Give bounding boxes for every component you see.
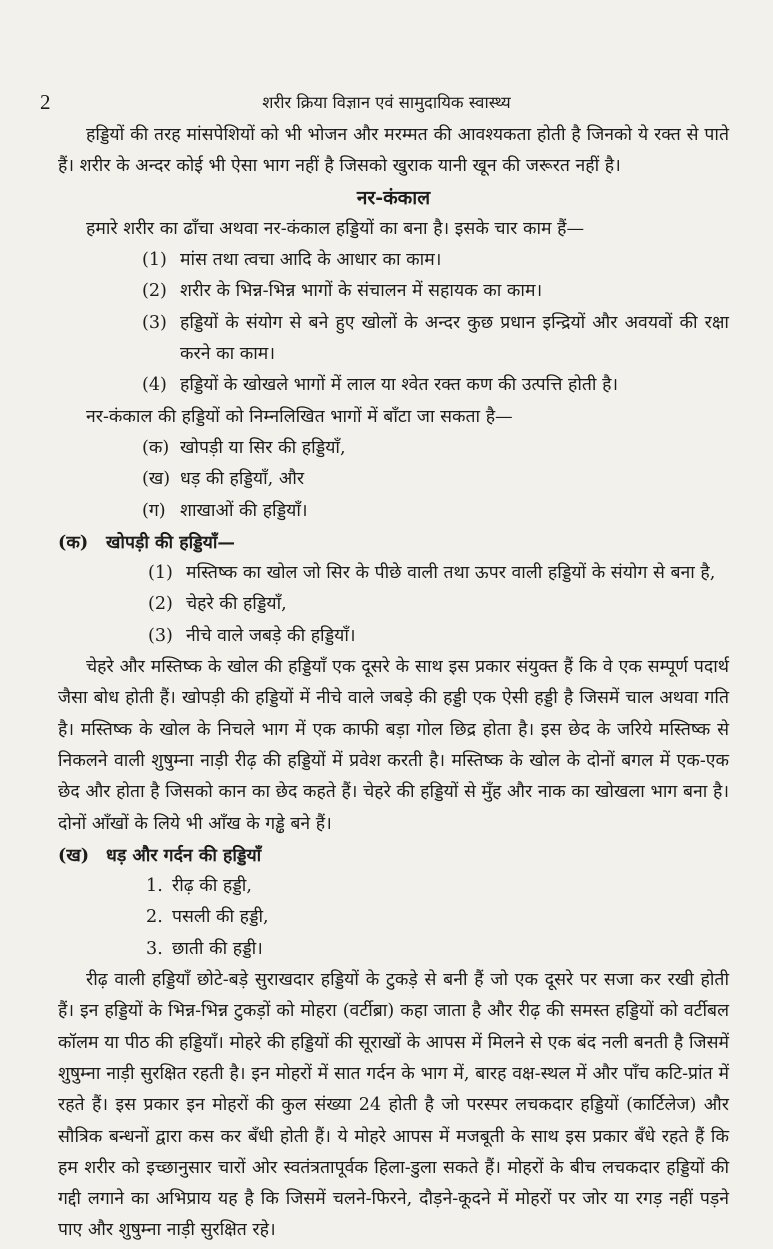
item-text: हड्डियों के खोखले भागों में लाल या श्वेत रक्त कण की उत्पत्ति होती है। (180, 375, 619, 396)
item-number: 3. (146, 938, 163, 959)
list-item (148, 621, 729, 652)
skull-paragraph: चेहरे और मस्तिष्क के खोल की हड्डियाँ एक दूसरे के साथ इस प्रकार संयुक्त हैं कि वे एक सम्पूर्ण पदार्थ जैसा बोध होती हैं। खोपड़ी की हड्डियों में नीचे वाले जबड़े की हड्डी एक ऐसी हड्डी है जिसमें चाल अथवा गति है। मस्तिष्क के खोल के निचले भाग में एक काफी बड़ा गोल छिद्र होता है। इस छेद के जरिये मस्तिष्क से निकलने वाली शुषुम्ना नाड़ी रीढ़ की हड्डियों में प्रवेश करती है। मस्तिष्क के खोल के दोनों बगल में एक-एक छेद और होता है जिसको कान का छेद कहते हैं। चेहरे की हड्डियों से मुँह और नाक का खोखला भाग बना है। दोनों आँखों के लिये भी आँख के गड्ढे बने हैं। (58, 657, 729, 834)
list-item (146, 902, 729, 933)
trunk-heading-label: (ख) (58, 844, 90, 866)
skeleton-intro: हमारे शरीर का ढाँचा अथवा नर-कंकाल हड्डियों का बना है। इसके चार काम हैं— (86, 218, 585, 239)
item-number: (1) (142, 250, 167, 271)
item-number: (3) (148, 625, 173, 646)
item-text: खोपड़ी या सिर की हड्डियाँ, (180, 437, 346, 458)
trunk-paragraph: रीढ़ वाली हड्डियाँ छोटे-बड़े सुराखदार हड्डियों के टुकड़े से बनी हैं जो एक दूसरे पर सजा कर रखी होती हैं। इन हड्डियों के भिन्न-भिन्न टुकड़ों को मोहरा (वर्टीब्रा) कहा जाता है और रीढ़ की समस्त हड्डियों को वर्टीबल कॉलम या पीठ की हड्डियाँ। मोहरे की हड्डियों की सूराखों के आपस में मिलने से एक बंद नली बनती है जिसमें शुषुम्ना नाड़ी सुरक्षित रहती है। इन मोहरों में सात गर्दन के भाग में, बारह वक्ष-स्थल में और पाँच कटि-प्रांत में रहते हैं। इस प्रकार इन मोहरों की कुल संख्या 24 होती है जो परस्पर लचकदार हड्डियों (कार्टिलेज) और सौत्रिक बन्धनों द्वारा कस कर बँधी होती हैं। ये मोहरे आपस में मजबूती के साथ इस प्रकार बँधे रहते हैं कि हम शरीर को इच्छानुसार चारों ओर स्वतंत्रतापूर्वक हिला-डुला सकते हैं। मोहरों के बीच लचकदार हड्डियों की गद्दी लगाने का अभिप्राय यह है कि जिसमें चलने-फिरने, दौड़ने-कूदने में मोहरों पर जोर या रगड़ नहीं पड़ने पाए और शुषुम्ना नाड़ी सुरक्षित रहे। (58, 970, 729, 1241)
item-number: (क) (142, 437, 170, 458)
skull-heading-text: खोपड़ी की हड्डियाँ— (106, 531, 236, 553)
list-item (142, 245, 729, 276)
list-item (146, 871, 729, 902)
skull-heading-label: (क) (58, 531, 89, 553)
trunk-heading (58, 840, 729, 871)
page-body (58, 120, 729, 1247)
running-title: शरीर क्रिया विज्ञान एवं सामुदायिक स्वास्थ्य (262, 93, 511, 112)
section-title: नर-कंकाल (356, 186, 431, 209)
list-item (148, 589, 729, 620)
trunk-heading-text: धड़ और गर्दन की हड्डियाँ (106, 844, 262, 866)
divisions-list (58, 433, 729, 527)
list-item (142, 433, 729, 464)
item-text: मांस तथा त्वचा आदि के आधार का काम। (180, 250, 442, 271)
functions-list (58, 245, 729, 401)
item-text: रीढ़ की हड्डी, (172, 876, 252, 897)
item-text: धड़ की हड्डियाँ, और (180, 469, 305, 490)
trunk-parts-list (58, 871, 729, 965)
item-text: चेहरे की हड्डियाँ, (186, 594, 287, 615)
item-text: पसली की हड्डी, (172, 907, 269, 928)
item-number: (3) (142, 312, 167, 333)
list-item (142, 370, 729, 401)
page-number: 2 (40, 90, 51, 114)
item-number: 1. (146, 876, 163, 897)
item-text: छाती की हड्डी। (172, 938, 263, 959)
item-number: (2) (148, 594, 173, 615)
item-text: शरीर के भिन्न-भिन्न भागों के संचालन में सहायक का काम। (180, 281, 543, 302)
skull-heading (58, 527, 729, 558)
page-header (0, 86, 773, 114)
item-text: मस्तिष्क का खोल जो सिर के पीछे वाली तथा ऊपर वाली हड्डियों के संयोग से बना है, (186, 563, 716, 584)
item-number: (ग) (142, 500, 166, 521)
list-item (142, 496, 729, 527)
division-intro: नर-कंकाल की हड्डियों को निम्नलिखित भागों में बाँटा जा सकता है— (86, 406, 513, 427)
list-item (148, 558, 729, 589)
item-text: नीचे वाले जबड़े की हड्डियाँ। (186, 625, 356, 646)
item-text: हड्डियों के संयोग से बने हुए खोलों के अन्दर कुछ प्रधान इन्द्रियों और अवयवों की रक्षा करने का काम। (180, 312, 729, 365)
item-text: शाखाओं की हड्डियाँ। (180, 500, 308, 521)
intro-paragraph: हड्डियों की तरह मांसपेशियों को भी भोजन और मरम्मत की आवश्यकता होती है जिनको ये रक्त से पाते हैं। शरीर के अन्दर कोई भी ऐसा भाग नहीं है जिसको खुराक यानी खून की जरूरत नहीं है। (58, 125, 729, 177)
skull-parts-list (58, 558, 729, 652)
list-item (142, 276, 729, 307)
list-item (146, 934, 729, 965)
item-number: (ख) (142, 469, 171, 490)
item-number: (2) (142, 281, 167, 302)
item-number: (4) (142, 375, 167, 396)
list-item (142, 464, 729, 495)
list-item (142, 308, 729, 371)
item-number: 2. (146, 907, 163, 928)
item-number: (1) (148, 563, 173, 584)
